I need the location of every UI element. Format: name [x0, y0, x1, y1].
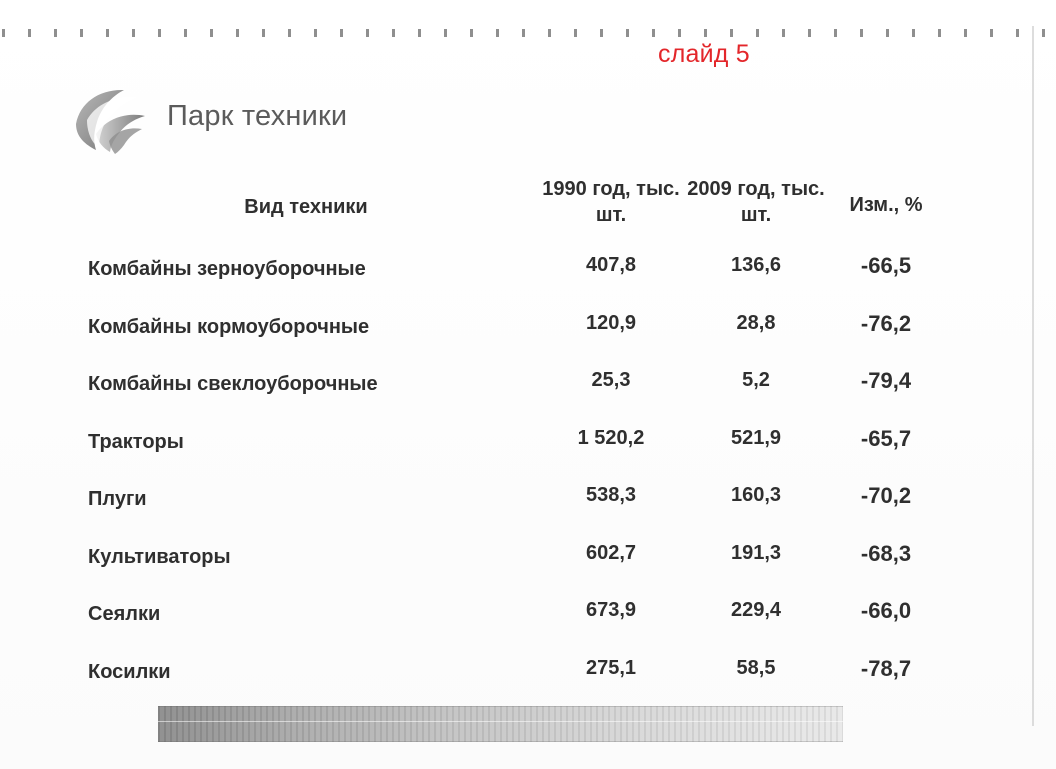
- swoosh-logo-icon: [68, 84, 150, 156]
- table-row: [86, 542, 946, 600]
- header-2009: 2009 год, тыс. шт.: [687, 178, 825, 226]
- change-value: -66,0: [860, 598, 912, 623]
- page-edge-line: [1032, 26, 1034, 726]
- table-row: [86, 369, 946, 427]
- value-2009: 191,3: [730, 541, 782, 564]
- page-title: Парк техники: [167, 100, 348, 132]
- slide-number-label: слайд 5: [658, 40, 750, 68]
- table-row: [86, 599, 946, 657]
- table-row: [86, 484, 946, 542]
- value-2009: 28,8: [736, 311, 776, 334]
- value-1990: 25,3: [591, 369, 631, 391]
- machine-name: Тракторы: [88, 430, 184, 453]
- table-row: [86, 312, 946, 370]
- value-1990: 407,8: [585, 254, 637, 276]
- value-2009: 521,9: [730, 426, 782, 449]
- value-1990: 120,9: [585, 311, 637, 334]
- change-value: -76,2: [860, 310, 912, 336]
- header-machine-type: Вид техники: [244, 196, 368, 218]
- footer-gradient-bar: [158, 706, 843, 742]
- change-value: -68,3: [860, 540, 912, 566]
- change-value: -66,5: [860, 253, 912, 278]
- value-1990: 1 520,2: [577, 426, 645, 449]
- machine-name: Культиваторы: [88, 545, 231, 568]
- value-2009: 160,3: [730, 484, 782, 506]
- value-1990: 275,1: [585, 656, 637, 679]
- machine-name: Косилки: [88, 660, 171, 683]
- value-1990: 673,9: [585, 599, 637, 621]
- value-2009: 5,2: [742, 369, 770, 391]
- value-1990: 538,3: [585, 484, 637, 506]
- value-2009: 136,6: [730, 254, 782, 276]
- value-2009: 229,4: [730, 599, 782, 621]
- change-value: -65,7: [860, 425, 912, 451]
- value-1990: 602,7: [585, 541, 637, 564]
- header-1990: 1990 год, тыс. шт.: [542, 178, 680, 226]
- change-value: -79,4: [860, 368, 912, 393]
- change-value: -78,7: [860, 655, 912, 681]
- table-row: [86, 427, 946, 485]
- machinery-table: [86, 176, 946, 683]
- value-2009: 58,5: [736, 656, 776, 679]
- machine-name: Комбайны кормоуборочные: [88, 315, 370, 338]
- table-header-row: [86, 176, 946, 242]
- change-value: -70,2: [860, 483, 912, 508]
- table-body: [86, 254, 946, 714]
- machine-name: Комбайны зерноуборочные: [88, 258, 366, 280]
- machine-name: Комбайны свеклоуборочные: [88, 373, 378, 395]
- perforation-strip: [0, 26, 1056, 40]
- machine-name: Плуги: [88, 488, 147, 510]
- machine-name: Сеялки: [88, 603, 161, 625]
- table-row: [86, 254, 946, 312]
- header-change: Изм., %: [849, 194, 923, 216]
